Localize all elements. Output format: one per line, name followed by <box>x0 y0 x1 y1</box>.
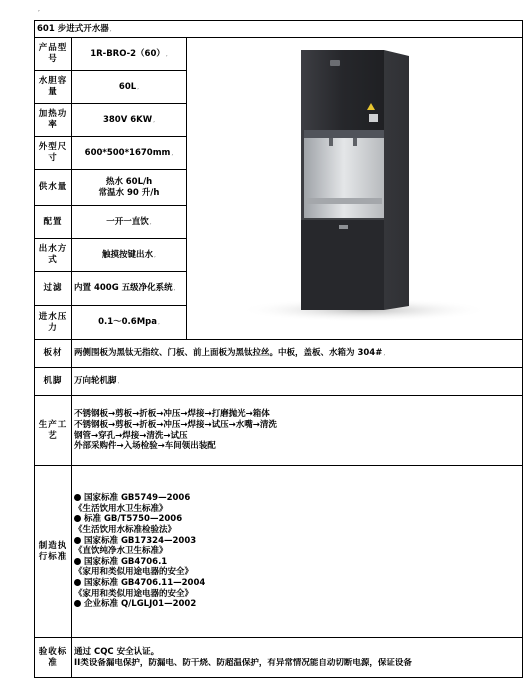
standard-item: 企业标准 Q/LGLJ01—2002 <box>74 599 520 610</box>
bullet-icon <box>74 537 81 544</box>
standard-name: 《直饮纯净水卫生标准》 <box>74 546 168 557</box>
row-label: 供水量 <box>35 170 72 206</box>
product-model-label: 产品型号 <box>35 38 72 71</box>
value-line: 常温水 90 升/h <box>98 187 160 198</box>
row-value: 一开一直饮, <box>72 206 187 239</box>
row-value: 380V 6KW, <box>72 104 187 137</box>
table-title: 601 步进式开水器, <box>35 21 523 38</box>
caster-label: 机脚 <box>35 368 72 396</box>
row-label: 进水压力 <box>35 306 72 340</box>
paragraph-mark: , <box>38 6 40 13</box>
product-model-value: 1R-BRO-2（60）, <box>72 38 187 71</box>
standard-name: 《家用和类似用途电器的安全》 <box>74 567 194 578</box>
process-value <box>72 396 523 466</box>
spec-table <box>34 20 523 678</box>
label-sticker <box>369 114 378 122</box>
row-value: 触摸按键出水, <box>72 239 187 272</box>
standards-value <box>72 466 523 638</box>
acceptance-value <box>72 638 523 678</box>
standard-item: 国家标准 GB4706.1 <box>74 557 520 568</box>
faucet-right <box>353 138 357 146</box>
recess-top <box>304 130 384 138</box>
standard-name: 《生活饮用水标准检验法》 <box>74 524 177 535</box>
caster-value: 万向轮机脚, <box>72 368 523 396</box>
bullet-icon <box>74 515 81 522</box>
row-value: 600*500*1670mm, <box>72 137 187 170</box>
water-boiler-illustration <box>189 48 523 326</box>
standard-item: 标准 GB/T5750—2006 <box>74 514 520 525</box>
process-line: 外部采购件→入场检验→车间领出装配 <box>74 441 216 452</box>
acceptance-line: II类设备漏电保护，防漏电、防干烧、防超温保护，有异常情况能自动切断电源，保证设备 <box>74 657 412 668</box>
process-line: 不锈钢板→剪板→折板→冲压→焊接→试压→水嘴→清洗 <box>74 419 277 430</box>
bullet-icon <box>74 494 81 501</box>
row-label: 外型尺寸 <box>35 137 72 170</box>
standard-item: 国家标准 GB17324—2003 <box>74 536 520 547</box>
process-label: 生产工艺 <box>35 396 72 466</box>
row-label: 过滤 <box>35 272 72 306</box>
standard-item: 国家标准 GB5749—2006 <box>74 493 520 504</box>
row-value <box>72 170 187 206</box>
standards-label: 制造执行标准 <box>35 466 72 638</box>
row-value: 0.1～0.6Mpa, <box>72 306 187 340</box>
standard-item: 国家标准 GB4706.11—2004 <box>74 578 520 589</box>
logo-badge <box>330 60 340 66</box>
door-lock <box>339 225 348 229</box>
row-label: 水胆容量 <box>35 71 72 104</box>
drip-tray <box>306 198 382 204</box>
lower-door <box>301 218 384 310</box>
standard-name: 《家用和类似用途电器的安全》 <box>74 588 194 599</box>
bullet-icon <box>74 558 81 565</box>
bullet-icon <box>74 579 81 586</box>
value-line: 热水 60L/h <box>105 176 153 187</box>
dispensing-recess <box>304 130 384 218</box>
board-value: 两侧围板为黑钛无指纹、门板、前上面板为黑钛拉丝。中板，盖板、水箱为 304#, <box>72 340 523 368</box>
process-line: 不锈钢板→剪板→折板→冲压→焊接→打磨抛光→箱体 <box>74 409 270 420</box>
acceptance-label: 验收标准 <box>35 638 72 678</box>
row-label: 出水方式 <box>35 239 72 272</box>
row-value: 内置 400G 五级净化系统, <box>72 272 187 306</box>
bullet-icon <box>74 600 81 607</box>
faucet-left <box>329 138 333 146</box>
board-label: 板材 <box>35 340 72 368</box>
product-image <box>187 38 523 340</box>
row-value: 60L, <box>72 71 187 104</box>
row-label: 配置 <box>35 206 72 239</box>
standard-name: 《生活饮用水卫生标准》 <box>74 503 168 514</box>
acceptance-line: 通过 CQC 安全认证。 <box>74 646 160 657</box>
process-line: 钢管→穿孔→焊接→清洗→试压 <box>74 430 188 441</box>
row-label: 加热功率 <box>35 104 72 137</box>
